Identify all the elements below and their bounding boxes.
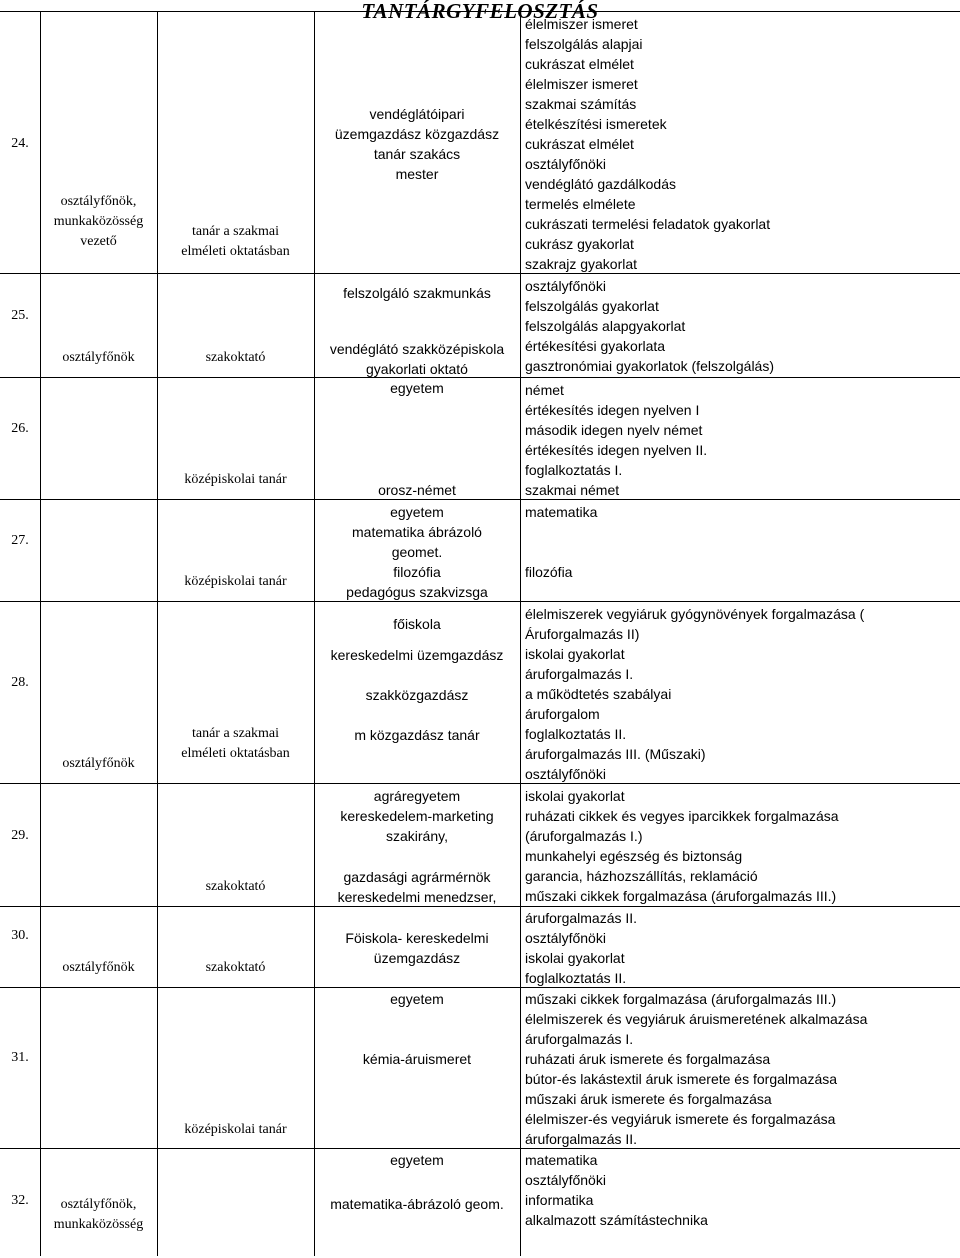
row-number: 28. xyxy=(11,675,29,690)
subject-item: osztályfőnöki xyxy=(525,766,606,782)
subject-item: áruforgalmazás II. xyxy=(525,1131,638,1147)
subject-item: osztályfőnöki xyxy=(525,930,606,946)
position-cell: elméleti oktatásban xyxy=(181,746,290,761)
subject-item: élelmiszer ismeret xyxy=(525,76,638,92)
subject-item: gasztronómiai gyakorlatok (felszolgálás) xyxy=(525,358,774,374)
subject-item: áruforgalmazás I. xyxy=(525,1031,634,1047)
row-divider xyxy=(0,273,960,274)
subject-item: műszaki cikkek forgalmazása (áruforgalmazás III.) xyxy=(525,888,837,904)
position-cell: középiskolai tanár xyxy=(184,472,287,487)
position-cell: középiskolai tanár xyxy=(184,1122,287,1137)
qualification-cell: m közgazdász tanár xyxy=(354,727,480,743)
role-cell: munkaközösség xyxy=(53,214,144,229)
qualification-cell: szakközgazdász xyxy=(365,687,469,703)
subject-item: élelmiszer ismeret xyxy=(525,16,638,32)
position-cell: tanár a szakmai xyxy=(191,224,280,239)
qualification-cell: gazdasági agrármérnök xyxy=(343,869,491,885)
subject-item: matematika xyxy=(525,1152,598,1168)
qualification-cell: agráregyetem xyxy=(373,788,461,804)
subject-item: munkahelyi egészség és biztonság xyxy=(525,848,743,864)
subject-item: szakrajz gyakorlat xyxy=(525,256,638,272)
subject-item: termelés elmélete xyxy=(525,196,636,212)
qualification-cell: orosz-német xyxy=(378,482,456,498)
page-title: TANTÁRGYFELOSZTÁS xyxy=(361,0,599,23)
subject-item: ruházati áruk ismerete és forgalmazása xyxy=(525,1051,771,1067)
row-divider xyxy=(0,1148,960,1149)
role-cell: osztályfőnök xyxy=(62,756,135,771)
subject-item: műszaki cikkek forgalmazása (áruforgalmazás III.) xyxy=(525,991,837,1007)
subject-item: ruházati cikkek és vegyes iparcikkek forgalmazása xyxy=(525,808,839,824)
subject-item: foglalkoztatás I. xyxy=(525,462,623,478)
subject-item: (áruforgalmazás I.) xyxy=(525,828,643,844)
row-number: 25. xyxy=(11,308,29,323)
qualification-cell: tanár szakács xyxy=(373,146,461,162)
qualification-cell: matematika ábrázoló xyxy=(352,524,482,540)
role-cell: osztályfőnök xyxy=(62,960,135,975)
row-number: 29. xyxy=(11,828,29,843)
subject-item: áruforgalmazás III. (Műszaki) xyxy=(525,746,706,762)
subject-item: foglalkoztatás II. xyxy=(525,970,627,986)
subject-item: osztályfőnöki xyxy=(525,278,606,294)
row-number: 27. xyxy=(11,533,29,548)
subject-item: osztályfőnöki xyxy=(525,1172,606,1188)
subject-item: értékesítési gyakorlata xyxy=(525,338,666,354)
qualification-cell: geomet. xyxy=(391,544,443,560)
qualification-cell: szakirány, xyxy=(386,828,448,844)
position-cell: szakoktató xyxy=(205,350,266,365)
role-cell: vezető xyxy=(80,234,117,249)
subject-item: szakmai számítás xyxy=(525,96,637,112)
subject-item: szakmai német xyxy=(525,482,620,498)
role-cell: osztályfőnök xyxy=(62,350,135,365)
qualification-cell: kereskedelem-marketing xyxy=(340,808,494,824)
subject-item: iskolai gyakorlat xyxy=(525,646,625,662)
qualification-cell: egyetem xyxy=(390,504,444,520)
subject-item: élelmiszerek vegyiáruk gyógynövények forgalmazása ( xyxy=(525,606,865,622)
subject-item: informatika xyxy=(525,1192,594,1208)
qualification-cell: felszolgáló szakmunkás xyxy=(343,285,491,301)
subject-item: cukrász gyakorlat xyxy=(525,236,634,252)
subject-item: garancia, házhozszállítás, reklamáció xyxy=(525,868,758,884)
subject-item: iskolai gyakorlat xyxy=(525,788,625,804)
position-cell: elméleti oktatásban xyxy=(181,244,290,259)
row-number: 30. xyxy=(11,928,29,943)
subject-item: felszolgálás alapjai xyxy=(525,36,643,52)
subject-item: vendéglátó gazdálkodás xyxy=(525,176,677,192)
qualification-cell: kereskedelmi menedzser, xyxy=(337,889,497,905)
subject-item: bútor-és lakástextil áruk ismerete és forgalmazása xyxy=(525,1071,838,1087)
column-divider xyxy=(157,11,158,1256)
qualification-cell: filozófia xyxy=(393,564,441,580)
subject-item: felszolgálás gyakorlat xyxy=(525,298,659,314)
subject-item: élelmiszerek és vegyiáruk áruismeretének alkalmazása xyxy=(525,1011,868,1027)
qualification-cell: üzemgazdász közgazdász xyxy=(334,126,500,142)
subject-item: iskolai gyakorlat xyxy=(525,950,625,966)
row-divider xyxy=(0,987,960,988)
qualification-cell: vendéglátóipari xyxy=(369,106,465,122)
subject-item: cukrászati termelési feladatok gyakorlat xyxy=(525,216,771,232)
subject-item: élelmiszer-és vegyiáruk ismerete és forgalmazása xyxy=(525,1111,836,1127)
role-cell: osztályfőnök, xyxy=(60,194,137,209)
subject-item: osztályfőnöki xyxy=(525,156,606,172)
row-number: 24. xyxy=(11,136,29,151)
qualification-cell: pedagógus szakvizsga xyxy=(346,584,488,600)
subject-item: cukrászat elmélet xyxy=(525,56,634,72)
qualification-cell: kémia-áruismeret xyxy=(362,1051,472,1067)
qualification-cell: vendéglátó szakközépiskola xyxy=(329,341,505,357)
qualification-cell: kereskedelmi üzemgazdász xyxy=(330,647,504,663)
subject-item: filozófia xyxy=(525,564,573,580)
row-number: 26. xyxy=(11,421,29,436)
qualification-cell: matematika-ábrázoló geom. xyxy=(330,1196,504,1212)
role-cell: munkaközösség xyxy=(53,1217,144,1232)
position-cell: szakoktató xyxy=(205,960,266,975)
subject-item: második idegen nyelv német xyxy=(525,422,703,438)
qualification-cell: egyetem xyxy=(390,991,444,1007)
subject-item: felszolgálás alapgyakorlat xyxy=(525,318,686,334)
subject-item: áruforgalmazás II. xyxy=(525,910,638,926)
subject-item: Áruforgalmazás II) xyxy=(525,626,640,642)
position-cell: tanár a szakmai xyxy=(191,726,280,741)
subject-item: értékesítés idegen nyelven I xyxy=(525,402,700,418)
qualification-cell: üzemgazdász xyxy=(373,950,461,966)
column-divider xyxy=(520,11,521,1256)
subject-item: a működtetés szabályai xyxy=(525,686,672,702)
subject-item: áruforgalom xyxy=(525,706,600,722)
qualification-cell: főiskola xyxy=(393,616,441,632)
role-cell: osztályfőnök, xyxy=(60,1197,137,1212)
qualification-cell: mester xyxy=(395,166,439,182)
qualification-cell: gyakorlati oktató xyxy=(366,361,468,377)
subject-item: alkalmazott számítástechnika xyxy=(525,1212,708,1228)
subject-item: német xyxy=(525,382,564,398)
subject-item: műszaki áruk ismerete és forgalmazása xyxy=(525,1091,772,1107)
subject-item: értékesítés idegen nyelven II. xyxy=(525,442,708,458)
qualification-cell: Föiskola- kereskedelmi xyxy=(345,930,489,946)
subject-item: cukrászat elmélet xyxy=(525,136,634,152)
subject-item: foglalkoztatás II. xyxy=(525,726,627,742)
subject-item: áruforgalmazás I. xyxy=(525,666,634,682)
position-cell: szakoktató xyxy=(205,879,266,894)
row-number: 32. xyxy=(11,1193,29,1208)
subject-item: ételkészítési ismeretek xyxy=(525,116,667,132)
row-divider xyxy=(0,783,960,784)
qualification-cell: egyetem xyxy=(390,380,444,396)
subject-item: matematika xyxy=(525,504,598,520)
qualification-cell: egyetem xyxy=(390,1152,444,1168)
position-cell: középiskolai tanár xyxy=(184,574,287,589)
row-number: 31. xyxy=(11,1050,29,1065)
